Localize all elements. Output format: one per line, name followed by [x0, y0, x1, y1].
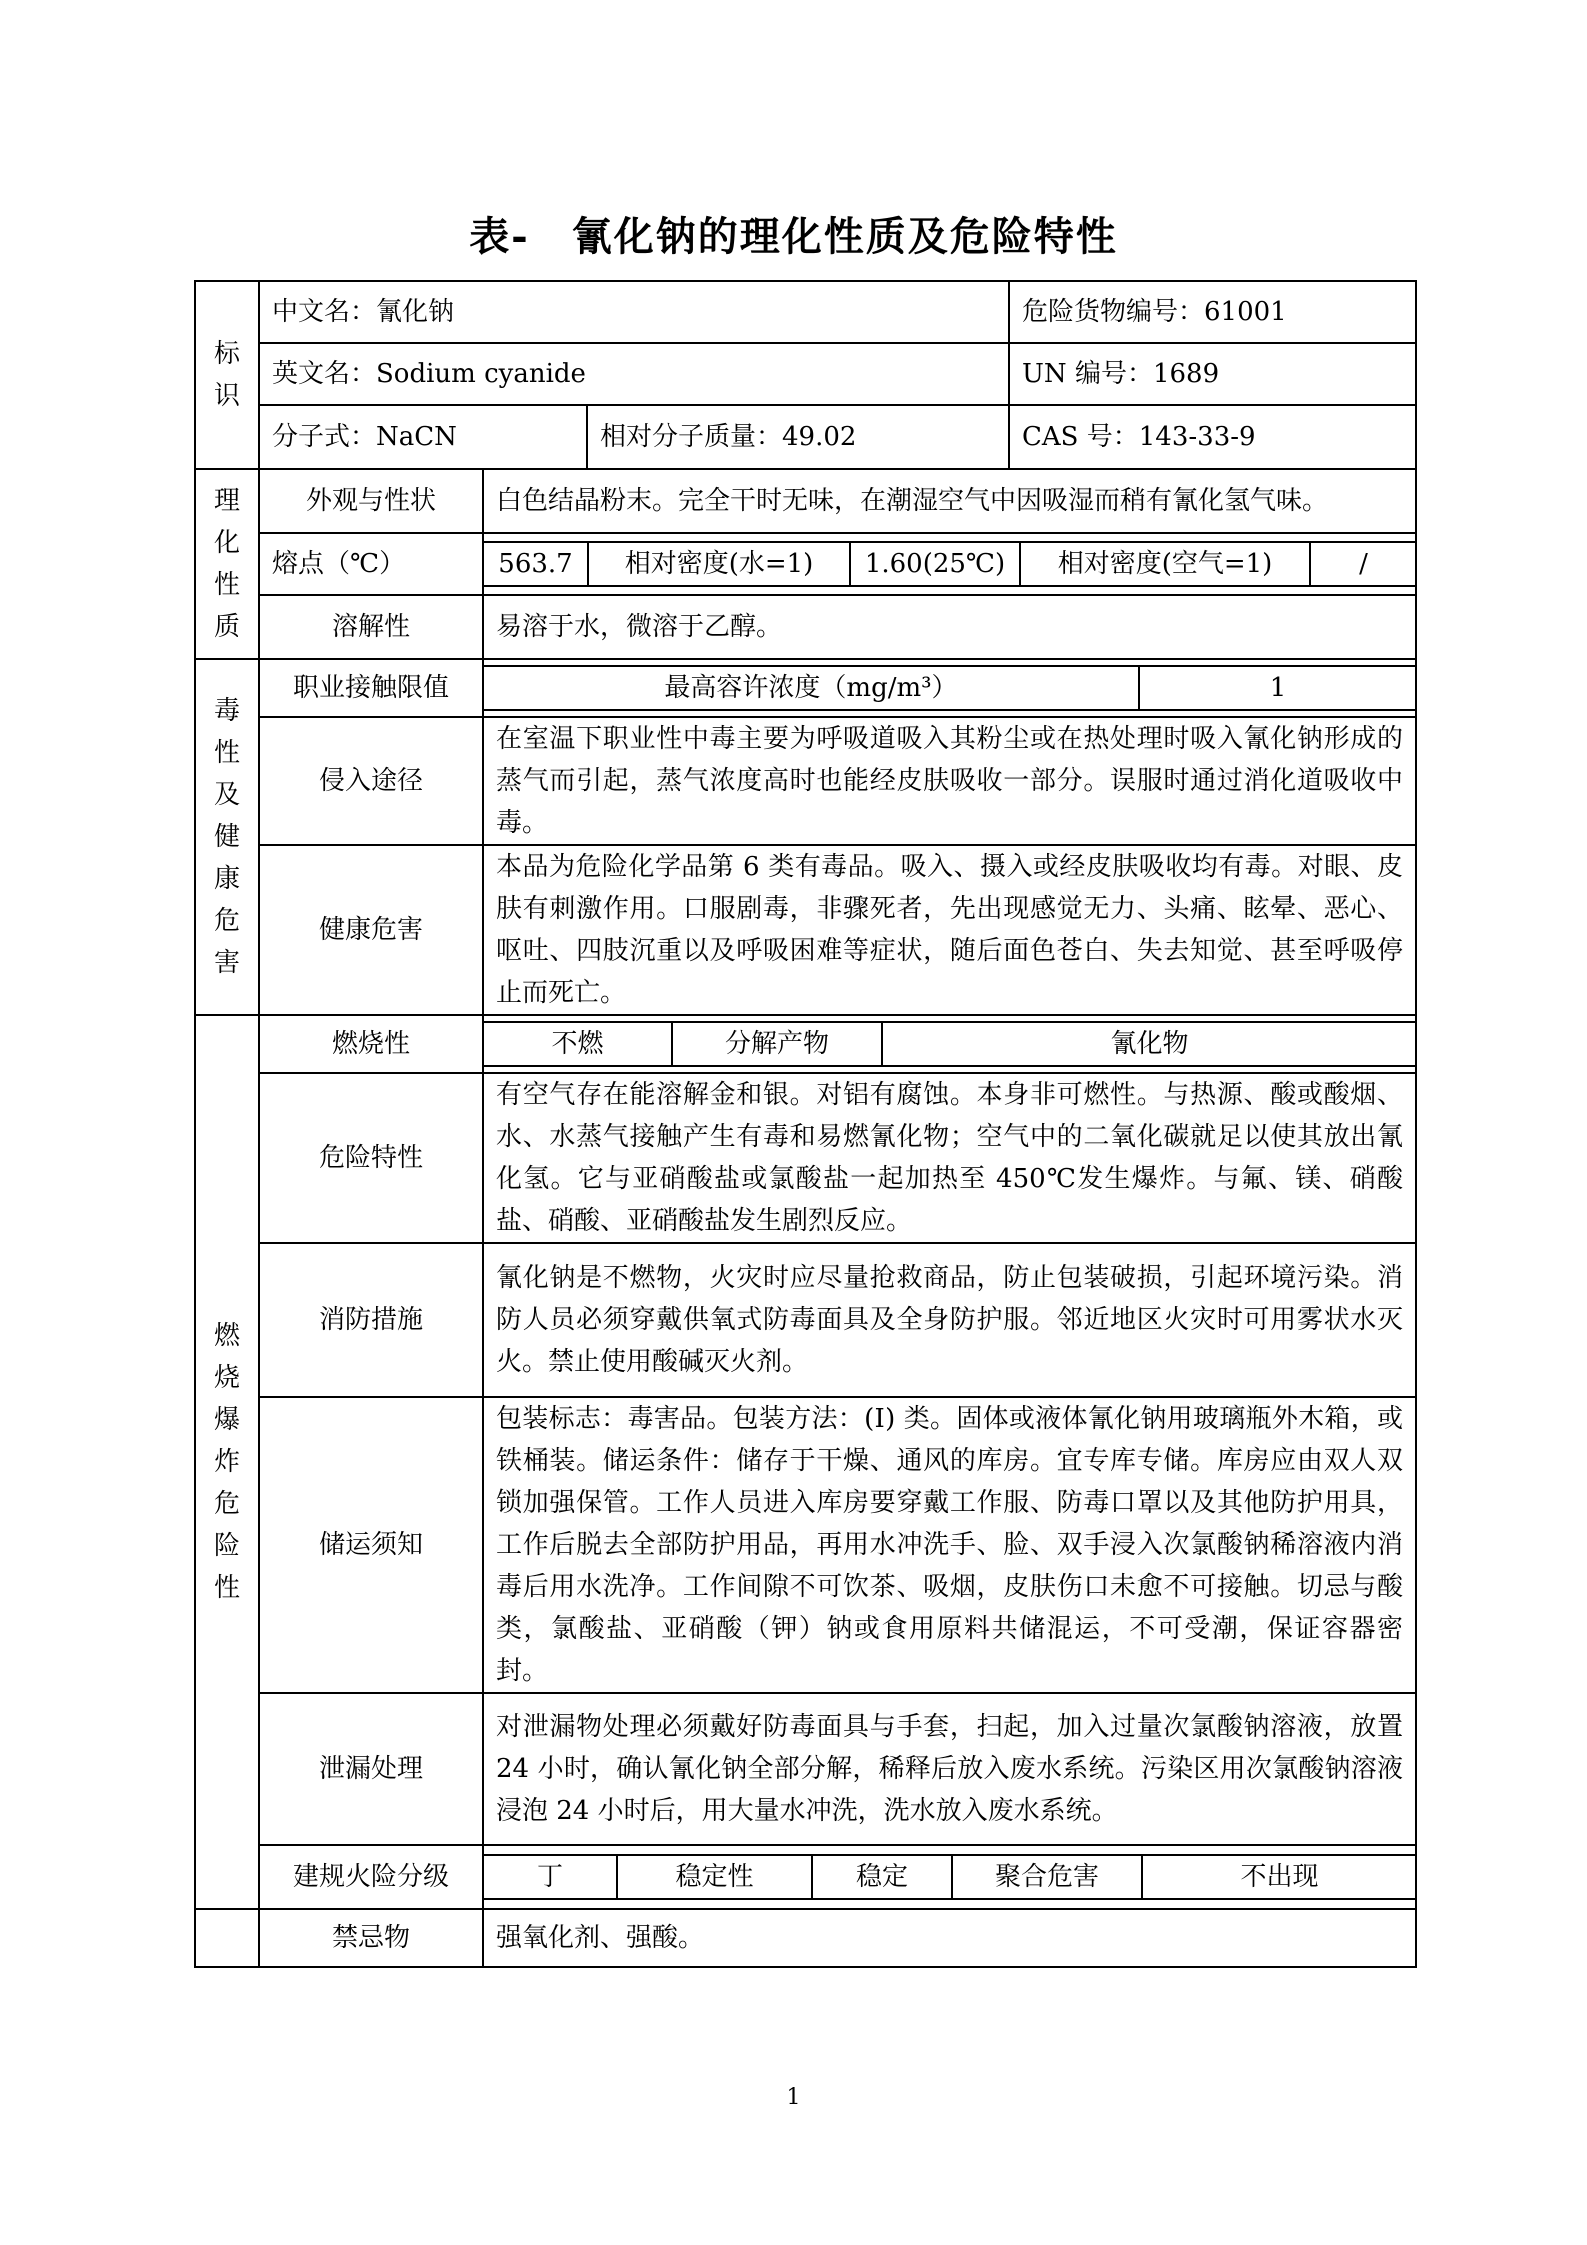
melting-point-value: 563.7	[484, 542, 588, 586]
section-identification: 标识	[195, 281, 259, 469]
formula: 分子式：NaCN	[259, 405, 587, 469]
polymer-label: 聚合危害	[952, 1855, 1142, 1899]
un-number: UN 编号：1689	[1009, 343, 1416, 405]
density-water-label: 相对密度(水=1)	[588, 542, 850, 586]
molecular-weight: 相对分子质量：49.02	[587, 405, 1009, 469]
melting-point-label: 熔点（℃）	[259, 533, 483, 595]
density-air-value: /	[1310, 542, 1416, 586]
danger-value: 有空气存在能溶解金和银。对铝有腐蚀。本身非可燃性。与热源、酸或酸烟、水、水蒸气接触产生有毒和易燃氰化物；空气中的二氧化碳就足以使其放出氰化氢。它与亚硝酸盐或氯酸盐一起加热至 450℃发生爆炸。与氟、镁、硝酸盐、硝酸、亚硝酸盐发生剧烈反应。	[483, 1073, 1416, 1243]
route-value: 在室温下职业性中毒主要为呼吸道吸入其粉尘或在热处理时吸入氰化钠形成的蒸气而引起，蒸气浓度高时也能经皮肤吸收一部分。误服时通过消化道吸收中毒。	[483, 717, 1416, 845]
decomp-label: 分解产物	[672, 1022, 882, 1066]
page-number: 1	[786, 2085, 801, 2110]
incompat-label: 禁忌物	[259, 1909, 483, 1967]
health-hazard-value: 本品为危险化学品第 6 类有毒品。吸入、摄入或经皮肤吸收均有毒。对眼、皮肤有刺激作用。口服剧毒，非骤死者，先出现感觉无力、头痛、眩晕、恶心、呕吐、四肢沉重以及呼吸困难等症状，随后面色苍白、失去知觉、甚至呼吸停止而死亡。	[483, 845, 1416, 1015]
incompat-value: 强氧化剂、强酸。	[483, 1909, 1416, 1967]
route-label: 侵入途径	[259, 717, 483, 845]
danger-label: 危险特性	[259, 1073, 483, 1243]
page-title: 表- 氰化钠的理化性质及危险特性	[469, 213, 1118, 260]
section-fire: 燃烧爆炸危险性	[195, 1015, 259, 1909]
leak-value: 对泄漏物处理必须戴好防毒面具与手套，扫起，加入过量次氯酸钠溶液，放置 24 小时，确认氰化钠全部分解，稀释后放入废水系统。污染区用次氯酸钠溶液浸泡 24 小时后，用大量水冲洗，洗水放入废水系统。	[483, 1693, 1416, 1845]
solubility-value: 易溶于水，微溶于乙醇。	[483, 595, 1416, 659]
density-water-value: 1.60(25℃)	[850, 542, 1020, 586]
stability-label: 稳定性	[617, 1855, 812, 1899]
dg-number: 危险货物编号：61001	[1009, 281, 1416, 343]
appearance-label: 外观与性状	[259, 469, 483, 533]
en-name: 英文名：Sodium cyanide	[259, 343, 1009, 405]
leak-label: 泄漏处理	[259, 1693, 483, 1845]
solubility-label: 溶解性	[259, 595, 483, 659]
appearance-value: 白色结晶粉末。完全干时无味，在潮湿空气中因吸湿而稍有氰化氢气味。	[483, 469, 1416, 533]
msds-table	[194, 280, 1417, 1968]
storage-value: 包装标志：毒害品。包装方法：(Ⅰ) 类。固体或液体氰化钠用玻璃瓶外木箱，或铁桶装。储运条件：储存于干燥、通风的库房。宜专库专储。库房应由双人双锁加强保管。工作人员进入库房要穿戴工作服、防毒口罩以及其他防护用具，工作后脱去全部防护用品，再用水冲洗手、脸、双手浸入次氯酸钠稀溶液内消毒后用水洗净。工作间隙不可饮茶、吸烟，皮肤伤口未愈不可接触。切忌与酸类，氯酸盐、亚硝酸（钾）钠或食用原料共储混运，不可受潮，保证容器密封。	[483, 1397, 1416, 1693]
section-physchem: 理化性质	[195, 469, 259, 659]
decomp-value: 氰化物	[882, 1022, 1416, 1066]
section-toxicity: 毒性及健康危害	[195, 659, 259, 1015]
fire-class-label: 建规火险分级	[259, 1845, 483, 1909]
mac-label: 最高容许浓度（mg/m³）	[484, 666, 1139, 710]
polymer-value: 不出现	[1142, 1855, 1416, 1899]
mac-value: 1	[1139, 666, 1416, 710]
combustibility-label: 燃烧性	[259, 1015, 483, 1073]
storage-label: 储运须知	[259, 1397, 483, 1693]
firefight-value: 氰化钠是不燃物，火灾时应尽量抢救商品，防止包装破损，引起环境污染。消防人员必须穿戴供氧式防毒面具及全身防护服。邻近地区火灾时可用雾状水灭火。禁止使用酸碱灭火剂。	[483, 1243, 1416, 1397]
density-air-label: 相对密度(空气=1)	[1020, 542, 1310, 586]
cn-name: 中文名：氰化钠	[259, 281, 1009, 343]
health-hazard-label: 健康危害	[259, 845, 483, 1015]
firefight-label: 消防措施	[259, 1243, 483, 1397]
cas-number: CAS 号：143-33-9	[1009, 405, 1416, 469]
stability-value: 稳定	[812, 1855, 952, 1899]
fire-class-value: 丁	[484, 1855, 617, 1899]
oel-label: 职业接触限值	[259, 659, 483, 717]
combustibility-value: 不燃	[484, 1022, 672, 1066]
